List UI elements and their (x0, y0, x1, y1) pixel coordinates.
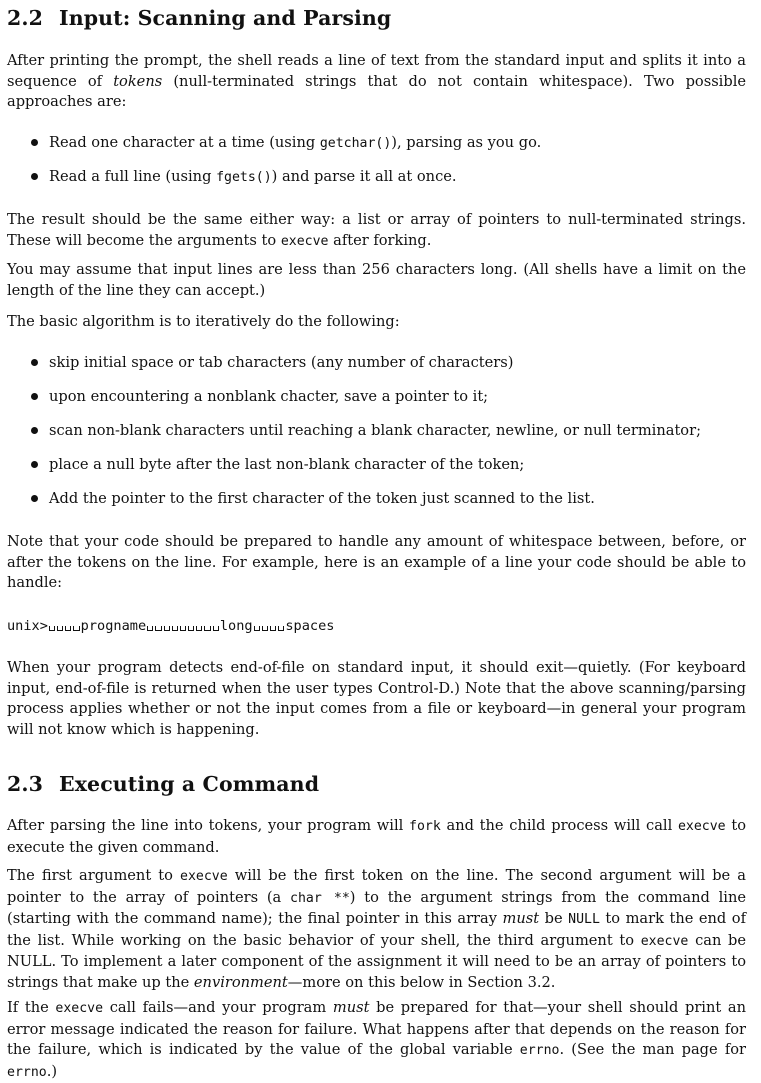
visible-space-icon (56, 621, 64, 631)
visible-space-icon (261, 621, 269, 631)
visible-space-icon (277, 621, 285, 631)
visible-space-icon (48, 621, 56, 631)
visible-space-icon (187, 621, 195, 631)
list-item: scan non-blank characters until reaching a blank character, newline, or null terminator; (7, 421, 746, 442)
section-2-3-heading (7, 772, 746, 796)
visible-space-icon (212, 621, 220, 631)
list-item: Read a full line (using fgets()) and parse it all at once. (7, 167, 746, 189)
paragraph-execve-args: The first argument to execve will be the first token on the line. The second argument will be a pointer to the array of pointers (a char **) to the argument strings from the command line (starting with the command name); the final pointer in this array must be NULL to mark the end of the list. While working on the basic behavior of your shell, the third argument to execve can be NULL. To implement a later component of the assignment it will need to be an array of pointers to strings that make up the environment—more on this below in Section 3.2. (7, 867, 747, 991)
visible-space-icon (269, 621, 277, 631)
approaches-list-2 (7, 167, 746, 189)
visible-space-icon (154, 621, 162, 631)
section-title: Executing a Command (59, 772, 320, 796)
visible-space-icon (163, 621, 171, 631)
visible-space-icon (179, 621, 187, 631)
visible-space-icon (64, 621, 72, 631)
prompt-text: unix> (7, 618, 48, 634)
list-item: upon encountering a nonblank chacter, save a pointer to it; (7, 387, 746, 408)
visible-space-icon (195, 621, 203, 631)
approaches-list (7, 133, 746, 155)
token-text: spaces (285, 618, 335, 634)
example-command-line (7, 618, 746, 634)
token-text: progname (80, 618, 147, 634)
section-2-2-heading (7, 6, 746, 30)
visible-space-icon (72, 621, 80, 631)
paragraph-execve-failure: If the execve call fails—and your program must be prepared for that—your shell should print an error message indicated the reason for failure. What happens after that depends on the reason for the failure, which is indicated by the value of the global variable errno. (See the man page for errno.) (7, 999, 746, 1080)
list-item: place a null byte after the last non-blank character of the token; (7, 455, 746, 476)
visible-space-icon (171, 621, 179, 631)
visible-space-icon (203, 621, 211, 631)
paragraph-result: The result should be the same either way: a list or array of pointers to null-terminated strings. These will become the arguments to execve after forking. (7, 211, 746, 249)
paragraph-algorithm: The basic algorithm is to iteratively do the following: (7, 313, 400, 330)
list-item: Read one character at a time (using getchar()), parsing as you go. (7, 133, 746, 155)
paragraph-fork: After parsing the line into tokens, your program will fork and the child process will call execve to execute the given command. (7, 817, 746, 856)
section-number: 2.3 (7, 772, 43, 796)
visible-space-icon (146, 621, 154, 631)
paragraph-eof: When your program detects end-of-file on standard input, it should exit—quietly. (For keyboard input, end-of-file is returned when the user types Control-D.) Note that the above scanning/parsing process applies whether or not the input comes from a file or keyboard—in general your program will not know which is happening. (7, 659, 746, 738)
paragraph-whitespace: Note that your code should be prepared to handle any amount of whitespace between, before, or after the tokens on the line. For example, here is an example of a line your code should be able to handle: (7, 533, 746, 592)
list-item: Add the pointer to the first character of the token just scanned to the list. (7, 489, 746, 510)
section-number: 2.2 (7, 6, 43, 30)
paragraph-line-length: You may assume that input lines are less than 256 characters long. (All shells have a limit on the length of the line they can accept.) (7, 261, 746, 299)
visible-space-icon (253, 621, 261, 631)
paragraph-intro: After printing the prompt, the shell reads a line of text from the standard input and splits it into a sequence of tokens (null-terminated strings that do not contain whitespace). Two possible approaches are: (7, 52, 746, 111)
section-title: Input: Scanning and Parsing (59, 6, 392, 30)
token-text: long (219, 618, 253, 634)
list-item: skip initial space or tab characters (any number of characters) (7, 353, 746, 374)
